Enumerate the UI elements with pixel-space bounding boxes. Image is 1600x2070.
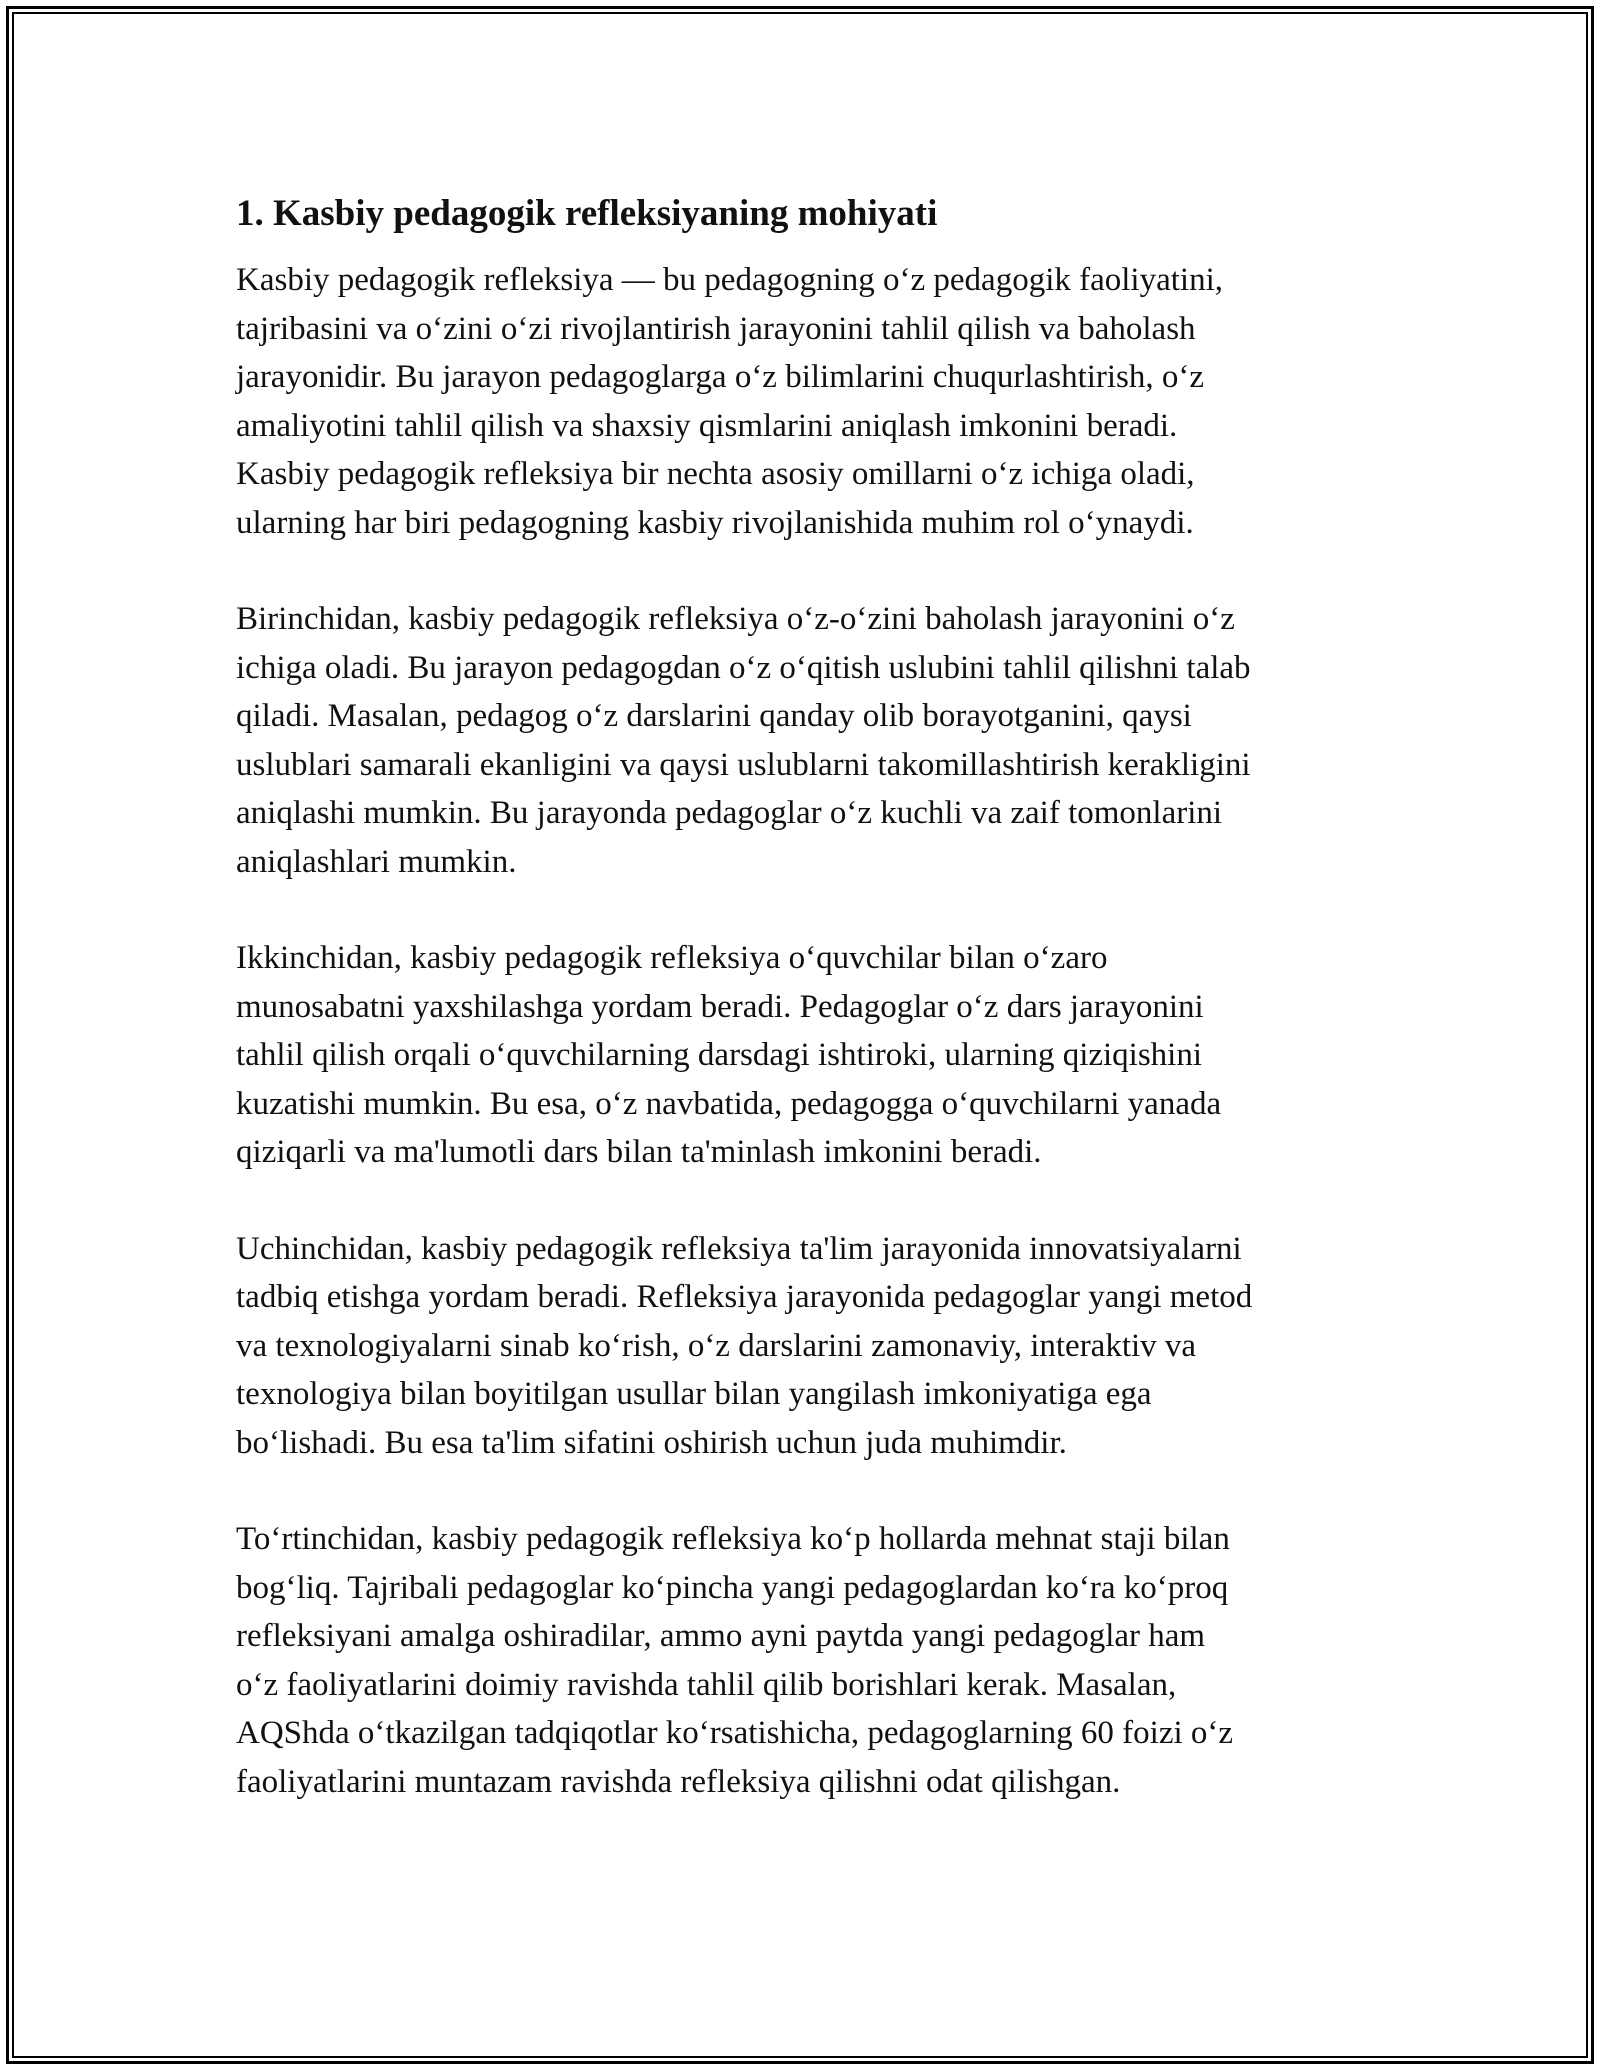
- paragraph-line: va texnologiyalarni sinab ko‘rish, o‘z darslarini zamonaviy, interaktiv va: [236, 1327, 1197, 1364]
- paragraph-4: [236, 1225, 1376, 1468]
- paragraph-2: [236, 595, 1376, 886]
- paragraph-line: refleksiyani amalga oshiradilar, ammo ayni paytda yangi pedagoglar ham: [236, 1618, 1206, 1654]
- document-body: [236, 186, 1376, 1854]
- paragraph-line: jarayonidir. Bu jarayon pedagoglarga o‘z bilimlarini chuqurlashtirish, o‘z: [236, 359, 1205, 395]
- paragraph-line: uslublari samarali ekanligini va qaysi uslublarni takomillashtirish kerakligini: [236, 746, 1251, 783]
- paragraph-line: Uchinchidan, kasbiy pedagogik refleksiya ta'lim jarayonida innovatsiyalarni: [236, 1230, 1242, 1267]
- paragraph-line: qiladi. Masalan, pedagog o‘z darslarini qanday olib borayotganini, qaysi: [236, 698, 1192, 734]
- paragraph-line: Kasbiy pedagogik refleksiya — bu pedagogning o‘z pedagogik faoliyatini,: [236, 262, 1223, 298]
- paragraph-line: aniqlashi mumkin. Bu jarayonda pedagoglar o‘z kuchli va zaif tomonlarini: [236, 795, 1223, 831]
- section-heading: 1. Kasbiy pedagogik refleksiyaning mohiyati: [236, 193, 938, 234]
- paragraph-line: To‘rtinchidan, kasbiy pedagogik refleksiya ko‘p hollarda mehnat staji bilan: [236, 1521, 1230, 1557]
- paragraph-line: tahlil qilish orqali o‘quvchilarning darsdagi ishtiroki, ularning qiziqishini: [236, 1037, 1203, 1073]
- paragraph-line: tadbiq etishga yordam beradi. Refleksiya jarayonida pedagoglar yangi metod: [236, 1279, 1253, 1315]
- paragraph-line: texnologiya bilan boyitilgan usullar bilan yangilash imkoniyatiga ega: [236, 1376, 1152, 1412]
- paragraph-line: Ikkinchidan, kasbiy pedagogik refleksiya o‘quvchilar bilan o‘zaro: [236, 940, 1108, 976]
- paragraph-line: bo‘lishadi. Bu esa ta'lim sifatini oshirish uchun juda muhimdir.: [236, 1424, 1067, 1461]
- paragraph-line: o‘z faoliyatlarini doimiy ravishda tahlil qilib borishlari kerak. Masalan,: [236, 1666, 1177, 1703]
- paragraph-1: [236, 256, 1376, 547]
- paragraph-line: Birinchidan, kasbiy pedagogik refleksiya o‘z-o‘zini baholash jarayonini o‘z: [236, 601, 1235, 637]
- paragraph-3: [236, 934, 1376, 1177]
- paragraph-line: faoliyatlarini muntazam ravishda refleksiya qilishni odat qilishgan.: [236, 1763, 1121, 1800]
- paragraph-line: amaliyotini tahlil qilish va shaxsiy qismlarini aniqlash imkonini beradi.: [236, 407, 1178, 444]
- paragraph-line: kuzatishi mumkin. Bu esa, o‘z navbatida, pedagogga o‘quvchilarni yanada: [236, 1085, 1222, 1122]
- paragraph-line: ichiga oladi. Bu jarayon pedagogdan o‘z o‘qitish uslubini tahlil qilishni talab: [236, 649, 1251, 686]
- paragraph-line: AQShda o‘tkazilgan tadqiqotlar ko‘rsatishicha, pedagoglarning 60 foizi o‘z: [236, 1715, 1234, 1751]
- paragraph-line: qiziqarli va ma'lumotli dars bilan ta'minlash imkonini beradi.: [236, 1134, 1042, 1170]
- paragraph-5: [236, 1515, 1376, 1806]
- paragraph-line: bog‘liq. Tajribali pedagoglar ko‘pincha yangi pedagoglardan ko‘ra ko‘proq: [236, 1569, 1229, 1606]
- paragraph-line: tajribasini va o‘zini o‘zi rivojlantirish jarayonini tahlil qilish va baholash: [236, 310, 1196, 347]
- paragraph-line: munosabatni yaxshilashga yordam beradi. Pedagoglar o‘z dars jarayonini: [236, 988, 1204, 1025]
- paragraph-line: Kasbiy pedagogik refleksiya bir nechta asosiy omillarni o‘z ichiga oladi,: [236, 456, 1195, 492]
- paragraph-line: ularning har biri pedagogning kasbiy rivojlanishida muhim rol o‘ynaydi.: [236, 504, 1194, 541]
- paragraph-line: aniqlashlari mumkin.: [236, 843, 517, 880]
